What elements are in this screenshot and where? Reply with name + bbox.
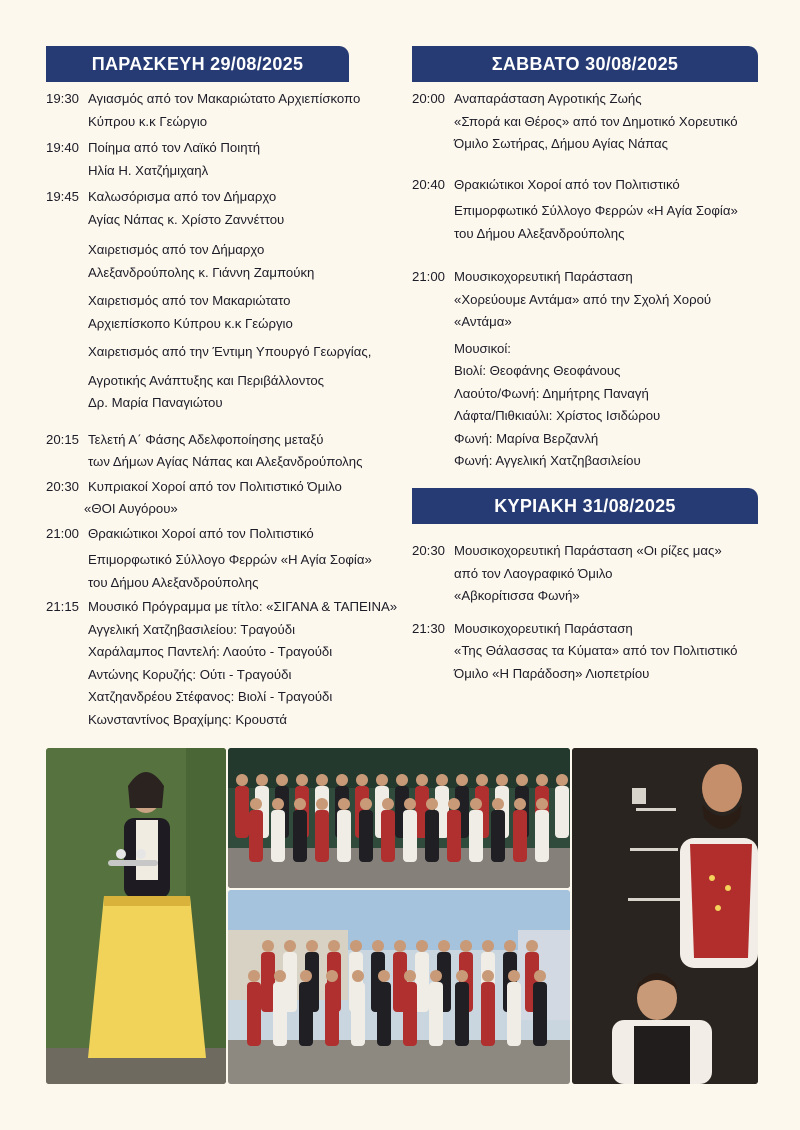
event-line: «Σπορά και Θέρος» από τον Δημοτικό Χορευτικό [454,113,738,129]
event-line: «Της Θάλασσας τα Κύματα» από τον Πολιτιστικό [454,643,738,658]
event-item [46,137,396,182]
event-line: Ποίημα από τον Λαϊκό Ποιητή [88,140,261,155]
performer-line: Φωνή: Αγγελική Χατζηβασιλείου [454,453,641,468]
dancer-head [430,970,442,982]
event-time: 20:15 [46,431,80,447]
dancer-head [372,940,384,952]
event-time: 21:15 [46,599,80,614]
dancer-head [536,798,548,810]
performer-line: Χαράλαμπος Παντελή: Λαούτο - Τραγούδι [88,644,333,659]
performer-line: Λάφτα/Πιθκιαύλι: Χρίστος Ισιδώρου [454,408,661,423]
dancer-head [496,774,508,786]
dancer-head [404,798,416,810]
dancer-head [306,940,318,952]
performer-line: Κωνσταντίνος Βραχίμης: Κρουστά [88,711,288,727]
event-line: των Δήμων Αγίας Νάπας και Αλεξανδρούπολης [88,454,363,469]
dancer-figure [455,982,469,1046]
dancer-figure [337,810,351,862]
greeting [46,290,396,335]
dancer-figure [491,810,505,862]
event-line: Μουσικοχορευτική Παράσταση [454,620,633,636]
dancer-head [250,798,262,810]
dancer-figure [273,982,287,1046]
dancer-figure [429,982,443,1046]
event-time: 19:30 [46,91,80,106]
event-line: Αναπαράσταση Αγροτικής Ζωής [454,91,642,106]
event-line: από τον Λαογραφικό Όμιλο [454,565,613,581]
dancer-figure [481,982,495,1046]
dancer-figure [377,982,391,1046]
event-line: του Δήμου Αλεξανδρούπολης [88,574,259,590]
dancer-head [352,970,364,982]
dancer-head [272,798,284,810]
dancer-head [262,940,274,952]
event-time: 20:30 [46,478,80,494]
event-time: 19:45 [46,189,80,204]
event-description [454,88,762,156]
dancer-head [426,798,438,810]
event-description [88,429,396,474]
event-time: 20:00 [412,91,446,106]
dancer-head [436,774,448,786]
dancer-head [460,940,472,952]
dancer-head [394,940,406,952]
dancer-head [274,970,286,982]
dancer-head [504,940,516,952]
event-item [412,174,762,246]
event-description [454,618,762,686]
event-line: Κυπριακοί Χοροί από τον Πολιτιστικό Όμιλο [88,478,342,494]
dancer-head [336,774,348,786]
dancer-figure [261,952,275,1012]
dancer-head [516,774,528,786]
dancer-figure [403,810,417,862]
event-line: Μουσικοχορευτική Παράσταση [454,269,633,284]
dancer-figure [351,982,365,1046]
dancer-head [526,940,538,952]
dancer-figure [447,810,461,862]
event-description [454,174,762,246]
greeting [46,239,396,284]
greeting-line: Αγροτικής Ανάπτυξης και Περιβάλλοντος [88,372,325,388]
event-description [88,88,396,133]
event-item [46,88,396,133]
dancer-figure [381,810,395,862]
dancer-head [556,774,568,786]
dancer-head [534,970,546,982]
dancer-head [360,798,372,810]
saturday-schedule [412,88,762,473]
dancer-head [326,970,338,982]
event-line: Αγίας Νάπας κ. Χρίστο Ζαννέττου [88,211,285,227]
dance-group-plaza-photo [228,890,570,1084]
dancer-head [328,940,340,952]
event-line: «Χορεύουμε Αντάμα» από την Σχολή Χορού [454,291,712,307]
friday-header: ΠΑΡΑΣΚΕΥΗ 29/08/2025 [46,46,349,82]
dancer-head [492,798,504,810]
event-time: 20:40 [412,176,446,192]
greeting [46,341,396,364]
event-item [46,523,396,595]
dancer-figure [293,810,307,862]
dancer-figure [235,786,249,838]
event-time: 19:40 [46,140,80,155]
dancer-head [248,970,260,982]
event-line: Κύπρου κ.κ Γεώργιο [88,113,208,129]
event-line: Όμιλο «Η Παράδοση» Λιοπετρίου [454,665,650,681]
dancer-head [356,774,368,786]
event-line: Θρακιώτικοι Χοροί από τον Πολιτιστικό [88,525,314,541]
greeting-line: Αρχιεπίσκοπο Κύπρου κ.κ Γεώργιο [88,315,293,331]
dancer-head [350,940,362,952]
dancer-figure [247,982,261,1046]
event-line: Καλωσόρισμα από τον Δήμαρχο [88,189,277,204]
dancer-head [276,774,288,786]
performer-line: Βιολί: Θεοφάνης Θεοφάνους [454,363,621,378]
dancer-head [404,970,416,982]
dancer-head [338,798,350,810]
dancer-head [396,774,408,786]
greeting-line: Χαιρετισμός από τον Δήμαρχο [88,242,265,257]
greeting-line: Δρ. Μαρία Παναγιώτου [88,395,223,410]
dancer-head [294,798,306,810]
event-item [46,429,396,474]
dancer-figure [271,810,285,862]
event-time: 21:00 [46,525,80,541]
dancer-figure [325,982,339,1046]
performer-line: Φωνή: Μαρίνα Βερζανλή [454,430,599,446]
dancer-head [256,774,268,786]
dancer-head [456,970,468,982]
dancer-head [296,774,308,786]
dancer-with-tray-photo [46,748,226,1084]
event-line: Επιμορφωτικό Σύλλογο Φερρών «Η Αγία Σοφία» [454,203,738,218]
dancer-head [438,940,450,952]
dancer-head [476,774,488,786]
dancer-figure [535,810,549,862]
event-time: 20:30 [412,543,446,558]
event-line: «Αντάμα» [454,314,512,329]
performer-line: Χατζηανδρέου Στέφανος: Βιολί - Τραγούδι [88,689,333,704]
dancer-figure [249,810,263,862]
event-line: Αγιασμός από τον Μακαριώτατο Αρχιεπίσκοπο [88,91,361,106]
event-line: «Αβκορίτισσα Φωνή» [454,588,580,603]
dancer-figure [533,982,547,1046]
performer-line: Αντώνης Κορυζής: Ούτι - Τραγούδι [88,666,292,682]
dancer-head [536,774,548,786]
event-item [412,266,762,473]
event-time: 21:30 [412,620,446,636]
event-line: Τελετή Α΄ Φάσης Αδελφοποίησης μεταξύ [88,431,324,447]
greeting [46,370,396,415]
dancer-figure [315,810,329,862]
event-item [46,596,396,731]
dancer-head [316,774,328,786]
performer-line: Λαούτο/Φωνή: Δημήτρης Παναγή [454,385,649,401]
dancer-figure [299,982,313,1046]
event-line: Όμιλο Σωτήρας, Δήμου Αγίας Νάπας [454,136,669,151]
dancer-figure [415,952,429,1012]
dancer-head [448,798,460,810]
dancer-head [382,798,394,810]
event-item [412,618,762,686]
event-description [88,596,397,731]
dancer-head [300,970,312,982]
sunday-schedule [412,540,762,685]
event-description [454,540,762,608]
event-item [412,540,762,608]
event-item [412,88,762,156]
musicians-heading: Μουσικοί: [454,340,511,356]
dancer-head [236,774,248,786]
dancer-head [482,970,494,982]
event-line: Θρακιώτικοι Χοροί από τον Πολιτιστικό [454,176,680,192]
event-description [454,266,762,473]
saturday-header: ΣΑΒΒΑΤΟ 30/08/2025 [412,46,758,82]
dancer-head [376,774,388,786]
greeting-line: Αλεξανδρούπολης κ. Γιάννη Ζαμπούκη [88,264,315,280]
dancer-head [416,940,428,952]
event-description [88,137,396,182]
dancer-figure [359,810,373,862]
event-line: Μουσικοχορευτική Παράσταση «Οι ρίζες μας» [454,543,722,558]
dancer-head [514,798,526,810]
event-description [84,476,396,521]
dancer-head [508,970,520,982]
dancer-figure [513,810,527,862]
event-time: 21:00 [412,269,446,284]
glass-balancing-dancers-photo [572,748,758,1084]
dancer-figure [555,786,569,838]
event-line: «ΘΟΙ Αυγόρου» [84,501,178,516]
dancer-head [416,774,428,786]
dancer-figure [469,810,483,862]
dancer-head [482,940,494,952]
event-item [46,186,396,231]
event-line: Ηλία Η. Χατζήμιχαηλ [88,162,209,178]
dancer-head [456,774,468,786]
friday-schedule [46,88,396,731]
event-description [88,523,396,595]
greeting-line: Χαιρετισμός από την Έντιμη Υπουργό Γεωργίας, [88,344,372,359]
greeting-line: Χαιρετισμός από τον Μακαριώτατο [88,293,291,308]
dancer-head [316,798,328,810]
dancer-head [470,798,482,810]
performer-line: Αγγελική Χατζηβασιλείου: Τραγούδι [88,621,296,637]
sunday-header: ΚΥΡΙΑΚΗ 31/08/2025 [412,488,758,524]
event-line: Επιμορφωτικό Σύλλογο Φερρών «Η Αγία Σοφία» [88,552,372,567]
dancer-head [284,940,296,952]
event-item [46,476,396,521]
event-description [88,186,396,231]
event-line: Μουσικό Πρόγραμμα με τίτλο: «ΣΙΓΑΝΑ & ΤΑΠΕΙΝΑ» [88,599,398,614]
dancer-head [378,970,390,982]
dancer-figure [403,982,417,1046]
dance-group-night-photo [228,748,570,888]
event-line: του Δήμου Αλεξανδρούπολης [454,225,625,241]
dancer-figure [507,982,521,1046]
dancer-figure [425,810,439,862]
